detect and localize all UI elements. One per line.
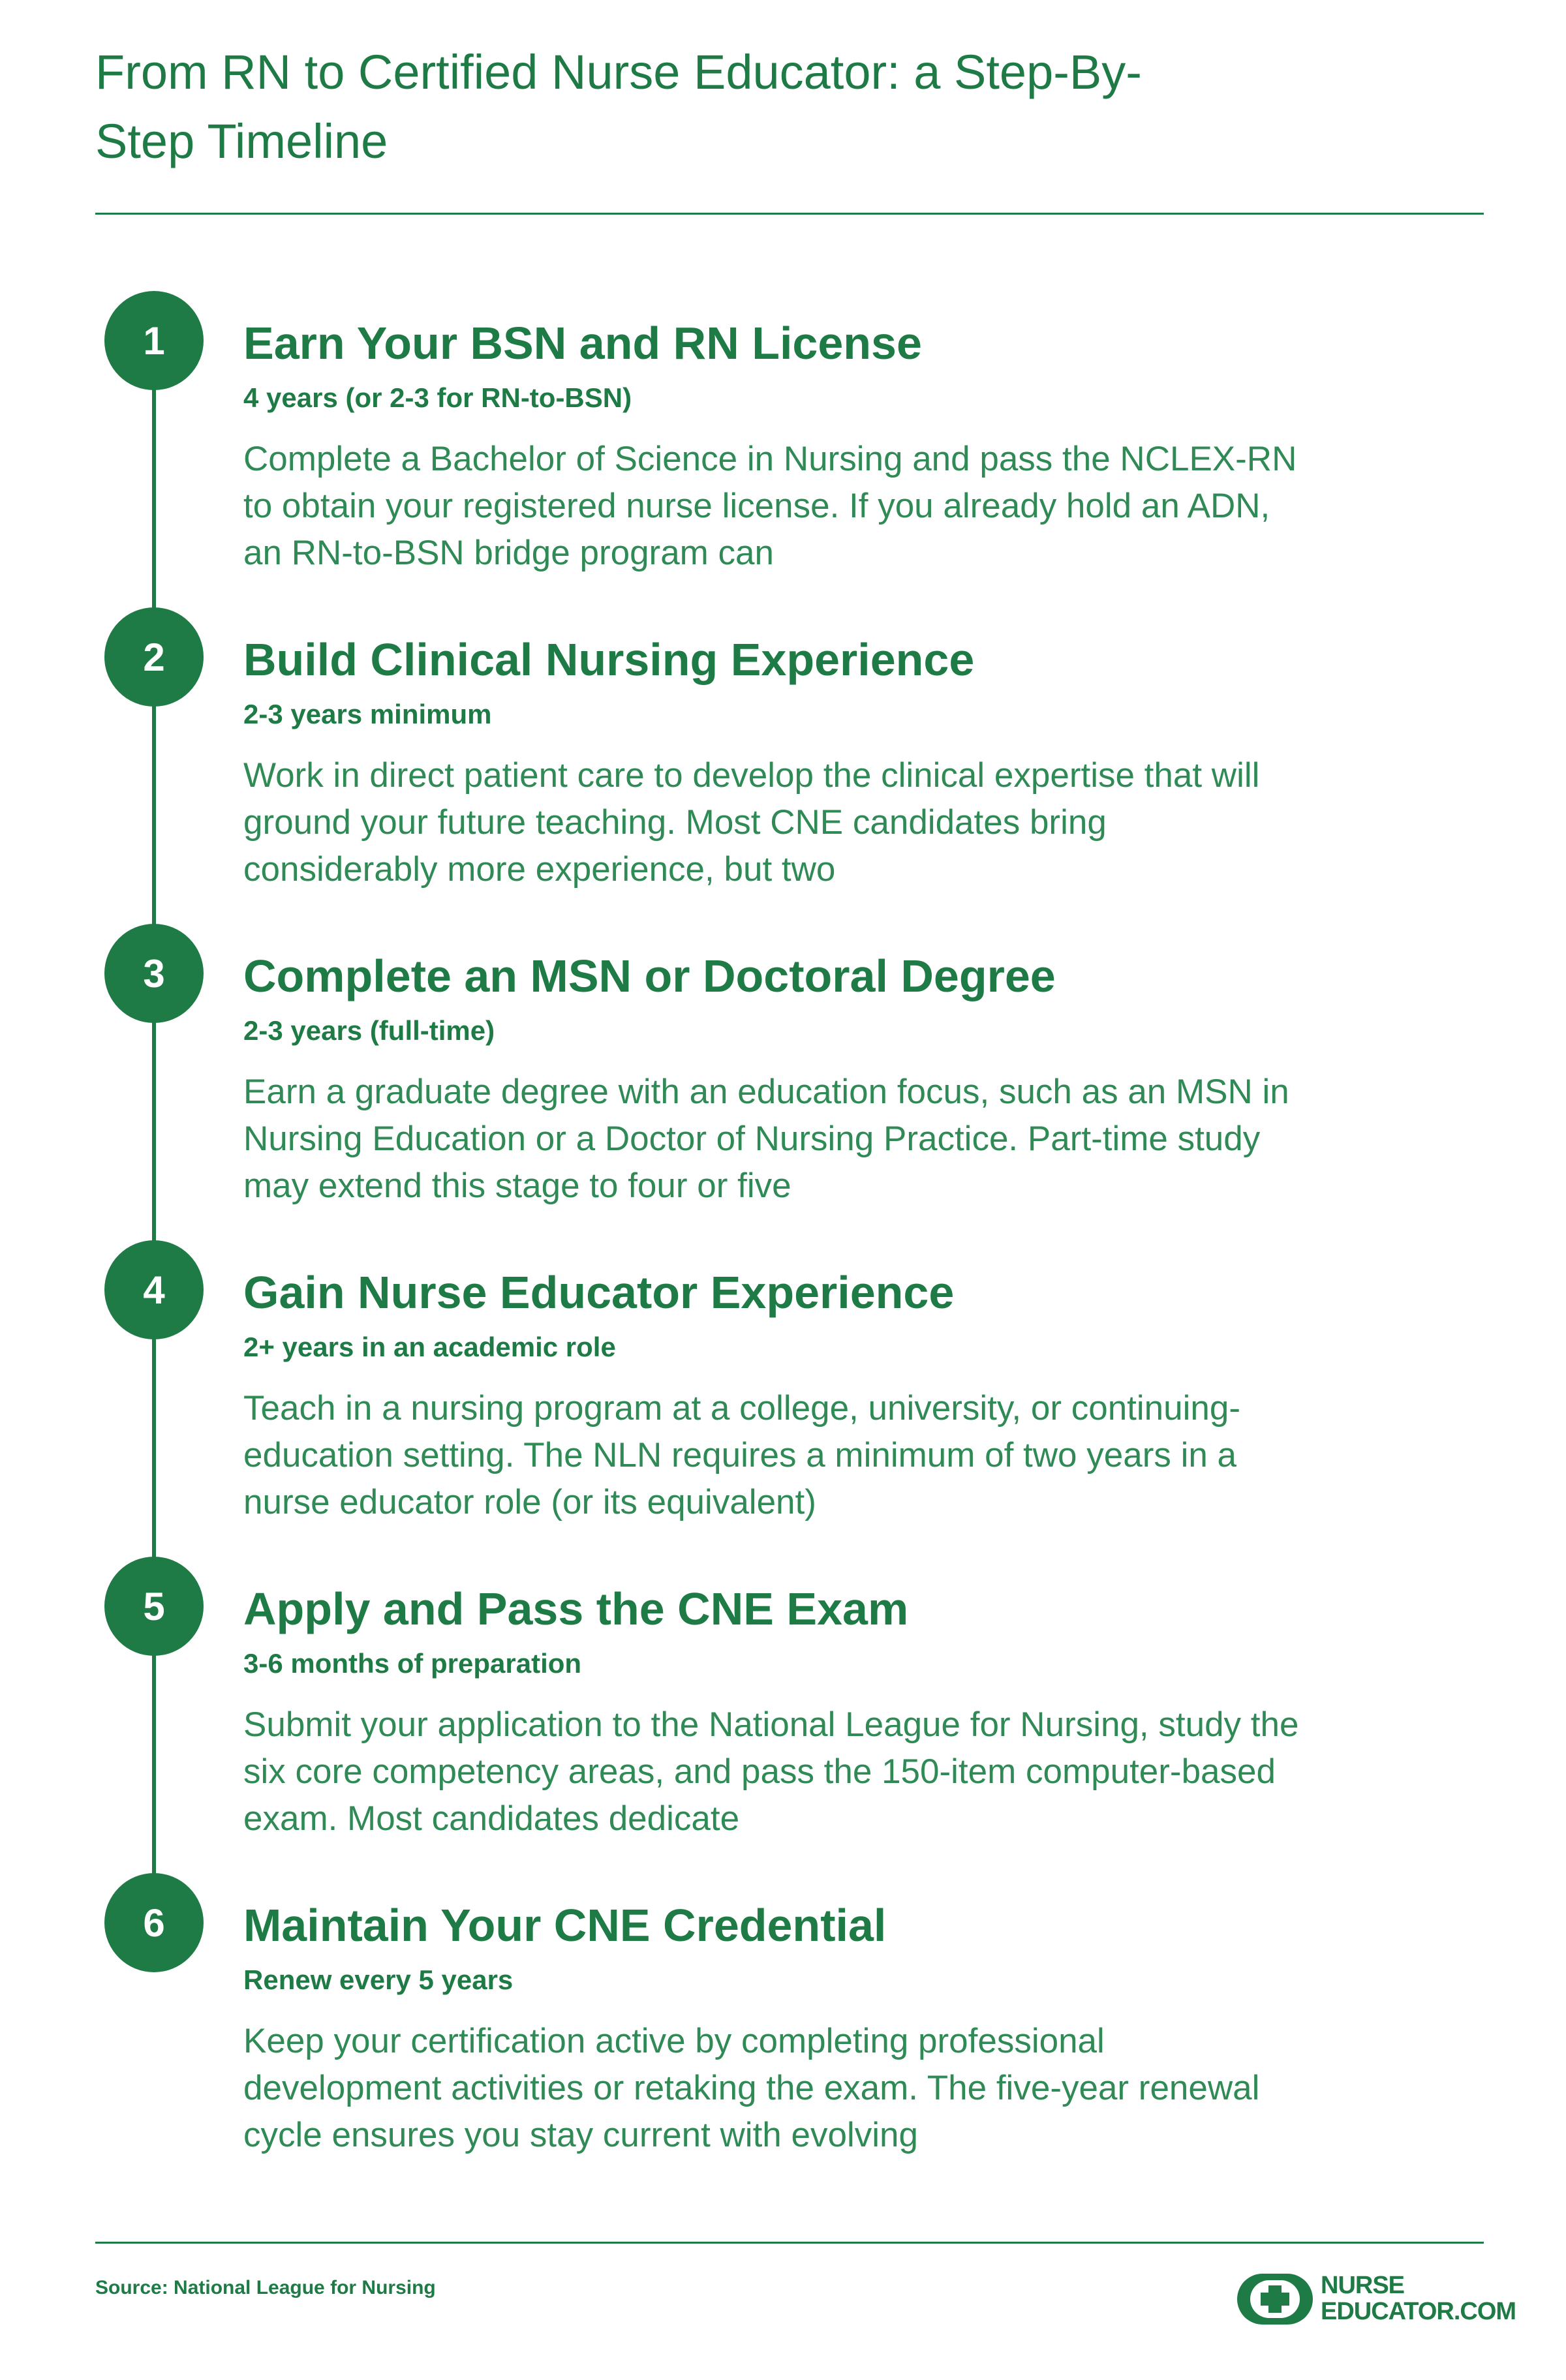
step-heading: Earn Your BSN and RN License <box>243 318 922 369</box>
step-heading: Apply and Pass the CNE Exam <box>243 1583 909 1634</box>
step-description: Earn a graduate degree with an education focus, such as an MSN in Nursing Education or a Doctor of Nursing Practice. Part-time study may extend this stage to four or five <box>243 1073 1289 1205</box>
source-note: Source: National League for Nursing <box>95 2277 436 2298</box>
timeline-step-2 <box>0 607 1566 921</box>
step-duration: 3-6 months of preparation <box>243 1648 582 1679</box>
footer-divider <box>95 2242 1484 2244</box>
step-heading: Gain Nurse Educator Experience <box>243 1267 955 1318</box>
timeline-step-5 <box>0 1557 1566 1870</box>
logo-line-1: NURSE <box>1321 2272 1405 2299</box>
step-description: Teach in a nursing program at a college, university, or continuing-education setting. The NLN requires a minimum of two years in a nurse educator role (or its equivalent) <box>243 1389 1240 1521</box>
step-description: Submit your application to the National League for Nursing, study the six core competency areas, and pass the 150-item computer-based exam. Most candidates dedicate <box>243 1705 1299 1838</box>
step-heading: Complete an MSN or Doctoral Degree <box>243 951 1056 1001</box>
step-number-badge: 3 <box>104 924 204 1023</box>
step-heading: Maintain Your CNE Credential <box>243 1900 887 1951</box>
logo-wordmark <box>1321 2272 1516 2325</box>
medical-cross-icon <box>1237 2274 1313 2325</box>
step-number-badge: 2 <box>104 607 204 707</box>
timeline-step-1 <box>0 291 1566 604</box>
step-number-badge: 1 <box>104 291 204 390</box>
step-duration: 4 years (or 2-3 for RN-to-BSN) <box>243 382 632 413</box>
step-duration: 2-3 years (full-time) <box>243 1015 495 1046</box>
step-heading: Build Clinical Nursing Experience <box>243 634 975 685</box>
header-divider <box>95 213 1484 215</box>
step-description: Work in direct patient care to develop the clinical expertise that will ground your future teaching. Most CNE candidates bring considerably more experience, but two <box>243 756 1260 889</box>
step-number-badge: 6 <box>104 1873 204 1972</box>
timeline-step-4 <box>0 1240 1566 1553</box>
logo-line-2: EDUCATOR.COM <box>1321 2298 1516 2325</box>
page-title: From RN to Certified Nurse Educator: a Step-By-Step Timeline <box>95 45 1142 168</box>
step-description: Keep your certification active by completing professional development activities or retaking the exam. The five-year renewal cycle ensures you stay current with evolving <box>243 2022 1260 2154</box>
step-number-badge: 4 <box>104 1240 204 1339</box>
step-description: Complete a Bachelor of Science in Nursing and pass the NCLEX-RN to obtain your registered nurse license. If you already hold an ADN, an RN-to-BSN bridge program can <box>243 440 1297 572</box>
timeline-step-6 <box>0 1873 1566 2186</box>
step-duration: 2+ years in an academic role <box>243 1332 616 1362</box>
brand-logo <box>1237 2267 1516 2332</box>
step-duration: Renew every 5 years <box>243 1964 514 1995</box>
step-duration: 2-3 years minimum <box>243 699 492 729</box>
step-number-badge: 5 <box>104 1557 204 1656</box>
timeline-step-3 <box>0 924 1566 1237</box>
